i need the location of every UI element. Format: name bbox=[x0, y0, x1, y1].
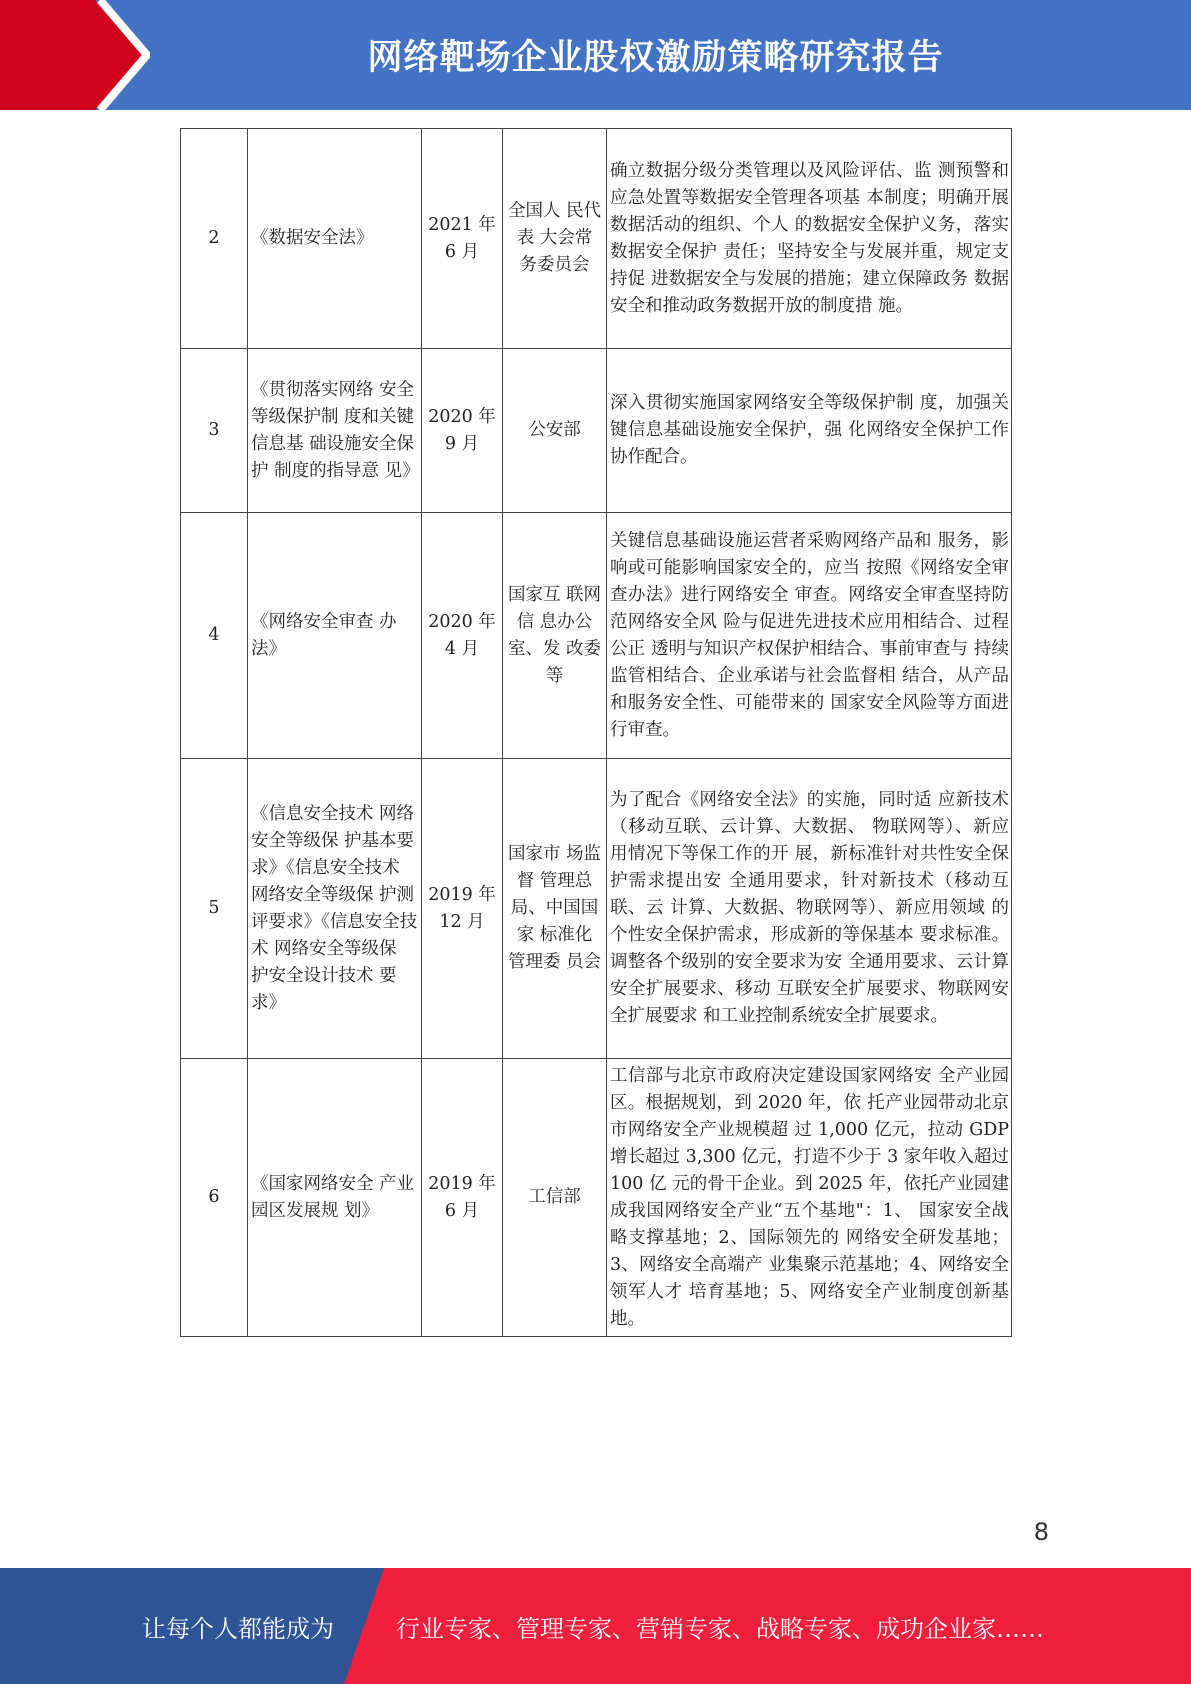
policy-table bbox=[180, 128, 1012, 1337]
row-number: 5 bbox=[181, 759, 248, 1059]
row-number: 3 bbox=[181, 349, 248, 513]
issuing-organization: 公安部 bbox=[503, 349, 607, 513]
table-row bbox=[181, 513, 1012, 759]
policy-date: 2019 年 12 月 bbox=[422, 759, 503, 1059]
policy-date: 2019 年 6 月 bbox=[422, 1059, 503, 1337]
policy-name: 《贯彻落实网络 安全等级保护制 度和关键信息基 础设施安全保护 制度的指导意 见》 bbox=[248, 349, 422, 513]
issuing-organization: 工信部 bbox=[503, 1059, 607, 1337]
issuing-organization: 国家互 联网信 息办公 室、发 改委等 bbox=[503, 513, 607, 759]
page-number: 8 bbox=[1033, 1518, 1049, 1546]
row-number: 4 bbox=[181, 513, 248, 759]
footer-slogan-right: 行业专家、管理专家、营销专家、战略专家、成功企业家…… bbox=[396, 1614, 1044, 1643]
policy-name: 《网络安全审查 办法》 bbox=[248, 513, 422, 759]
issuing-organization: 全国人 民代表 大会常 务委员会 bbox=[503, 129, 607, 349]
policy-description: 为了配合《网络安全法》的实施，同时适 应新技术（移动互联、云计算、大数据、 物联网等）、新应用情况下等保工作的开 展，新标准针对共性安全保护需求提出安 全通用要求，针对新技术（移动互联、云 计算、大数据、物联网等）、新应用领域 的个性安全保护需求，形成新的等保基本 要求标准。调整各个级别的安全要求为安 全通用要求、云计算安全扩展要求、移动 互联安全扩展要求、物联网安全扩展要求 和工业控制系统安全扩展要求。 bbox=[607, 759, 1012, 1059]
policy-name: 《信息安全技术 网络安全等级保 护基本要求》《信息安全技术 网络安全等级保 护测评要求》《信息安全技术 网络安全等级保 护安全设计技术 要求》 bbox=[248, 759, 422, 1059]
policy-date: 2020 年 9 月 bbox=[422, 349, 503, 513]
row-number: 2 bbox=[181, 129, 248, 349]
policy-description: 深入贯彻实施国家网络安全等级保护制 度，加强关键信息基础设施安全保护，强 化网络安全保护工作协作配合。 bbox=[607, 349, 1012, 513]
header-banner bbox=[0, 0, 1191, 110]
policy-description: 工信部与北京市政府决定建设国家网络安 全产业园区。根据规划，到 2020 年，依 托产业园带动北京市网络安全产业规模超 过 1,000 亿元，拉动 GDP 增长超过 3,300 亿元，打造不少于 3 家年收入超过 100 亿 元的骨干企业。到 2025 年，依托产业园建成我国网络安全产业“五个基地"：1、 国家安全战略支撑基地；2、国际领先的 网络安全研发基地；3、网络安全高端产 业集聚示范基地；4、网络安全领军人才 培育基地；5、网络安全产业制度创新基地。 bbox=[607, 1059, 1012, 1337]
header-arrow-decoration bbox=[0, 0, 150, 110]
table-row bbox=[181, 1059, 1012, 1337]
policy-name: 《国家网络安全 产业园区发展规 划》 bbox=[248, 1059, 422, 1337]
header-title: 网络靶场企业股权激励策略研究报告 bbox=[367, 38, 944, 78]
table-row bbox=[181, 759, 1012, 1059]
footer-slogan-left: 让每个人都能成为 bbox=[142, 1614, 334, 1643]
table-row bbox=[181, 349, 1012, 513]
policy-name: 《数据安全法》 bbox=[248, 129, 422, 349]
issuing-organization: 国家市 场监督 管理总 局、中国国家 标准化 管理委 员会 bbox=[503, 759, 607, 1059]
policy-date: 2021 年 6 月 bbox=[422, 129, 503, 349]
row-number: 6 bbox=[181, 1059, 248, 1337]
policy-description: 关键信息基础设施运营者采购网络产品和 服务，影响或可能影响国家安全的，应当 按照《网络安全审查办法》进行网络安全 审查。网络安全审查坚持防范网络安全风 险与促进先进技术应用相结合、过程公正 透明与知识产权保护相结合、事前审查与 持续监管相结合、企业承诺与社会监督相 结合，从产品和服务安全性、可能带来的 国家安全风险等方面进行审查。 bbox=[607, 513, 1012, 759]
table-row bbox=[181, 129, 1012, 349]
policy-date: 2020 年 4 月 bbox=[422, 513, 503, 759]
policy-description: 确立数据分级分类管理以及风险评估、监 测预警和应急处置等数据安全管理各项基 本制度；明确开展数据活动的组织、个人 的数据安全保护义务，落实数据安全保护 责任；坚持安全与发展并重，规定支持促 进数据安全与发展的措施；建立保障政务 数据安全和推动政务数据开放的制度措 施。 bbox=[607, 129, 1012, 349]
footer-banner bbox=[0, 1568, 1191, 1684]
